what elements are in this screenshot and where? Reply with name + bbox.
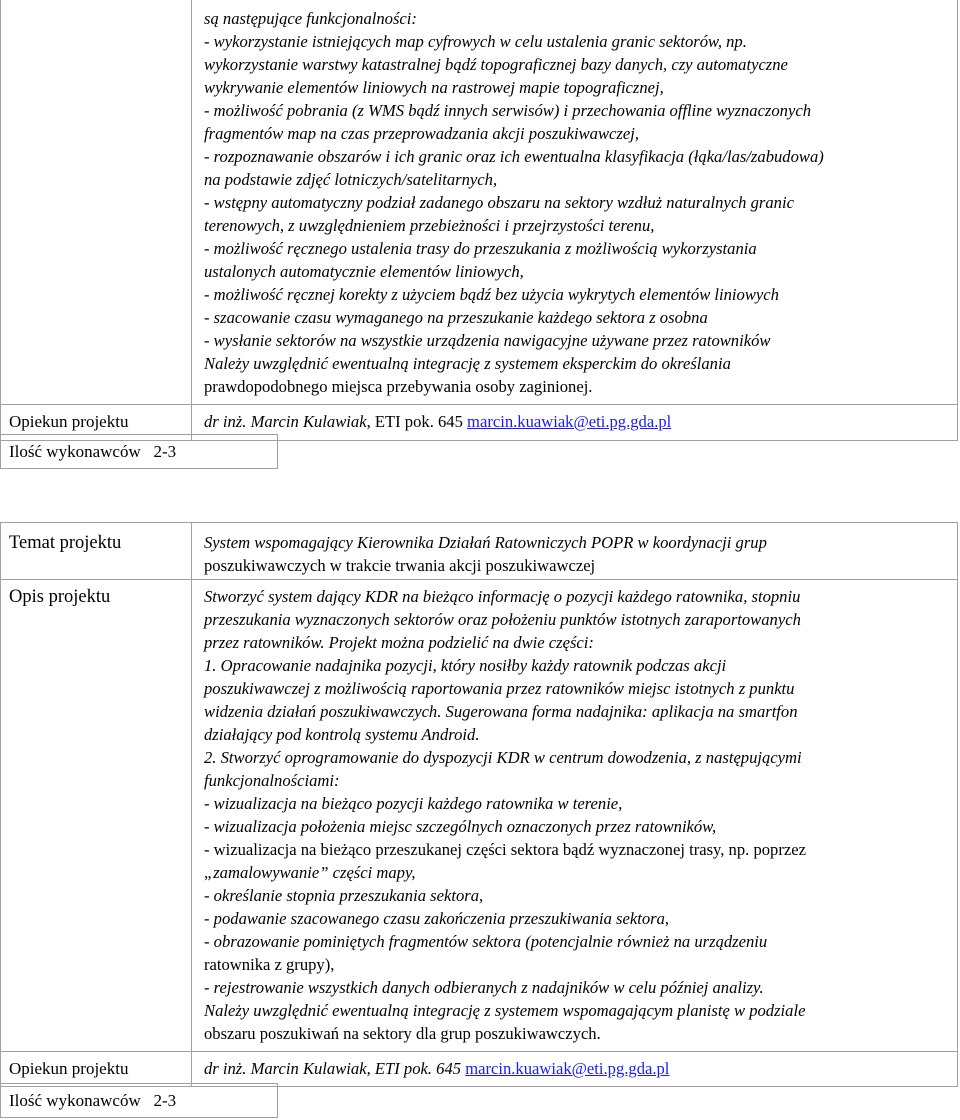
project-description xyxy=(192,0,957,404)
desc-line: są następujące funkcjonalności: xyxy=(204,9,417,28)
desc-line: - wizualizacja na bieżąco pozycji każdego ratownika w terenie, xyxy=(204,794,623,813)
team-line xyxy=(1,1084,277,1112)
description-label-cell xyxy=(1,0,192,405)
team-label: Ilość wykonawców xyxy=(9,1091,141,1110)
desc-line: wykrywanie elementów liniowych na rastrowej mapie topograficznej, xyxy=(204,78,664,97)
desc-line: ustalonych automatycznie elementów liniowych, xyxy=(204,262,524,281)
desc-line: działający pod kontrolą systemu Android. xyxy=(204,725,480,744)
supervisor-label-cell xyxy=(1,1052,192,1087)
supervisor-office: , ETI pok. 645 xyxy=(366,412,468,431)
desc-line: - obrazowanie pominiętych fragmentów sektora (potencjalnie również na urządzeniu xyxy=(204,932,768,951)
topic-value xyxy=(192,523,957,579)
supervisor-name: dr inż. Marcin Kulawiak xyxy=(204,412,367,431)
team-row xyxy=(1,435,278,469)
desc-line: Należy uwzględnić ewentualną integrację z systemem eksperckim do określania xyxy=(204,354,731,373)
team-line xyxy=(1,435,277,463)
topic-line: poszukiwawczych w trakcie trwania akcji poszukiwawczej xyxy=(204,556,596,575)
desc-line: - wizualizacja położenia miejsc szczególnych oznaczonych przez ratowników, xyxy=(204,817,717,836)
desc-line: - podawanie szacowanego czasu zakończenia przeszukiwania sektora, xyxy=(204,909,670,928)
desc-line: Stworzyć system dający KDR na bieżąco informację o pozycji każdego ratownika, stopniu xyxy=(204,587,801,606)
supervisor-email-link[interactable]: marcin.kuawiak@eti.pg.gda.pl xyxy=(467,412,672,431)
desc-line: Należy uwzględnić ewentualną integrację z systemem wspomagającym planistę w podziale xyxy=(204,1001,806,1020)
description-row xyxy=(1,580,958,1052)
project-table-1 xyxy=(0,0,958,441)
topic-row xyxy=(1,523,958,580)
supervisor-label: Opiekun projektu xyxy=(9,412,129,431)
desc-line: - wysłanie sektorów na wszystkie urządzenia nawigacyjne używane przez ratowników xyxy=(204,331,771,350)
desc-line: - wstępny automatyczny podział zadanego obszaru na sektory wzdłuż naturalnych granic xyxy=(204,193,794,212)
desc-line: wykorzystanie warstwy katastralnej bądź topograficznej bazy danych, czy automatyczne xyxy=(204,55,788,74)
desc-line: na podstawie zdjęć lotniczych/satelitarnych, xyxy=(204,170,498,189)
team-label: Ilość wykonawców xyxy=(9,442,141,461)
team-count: 2-3 xyxy=(153,1091,177,1110)
desc-line: - wykorzystanie istniejących map cyfrowych w celu ustalenia granic sektorów, np. xyxy=(204,32,747,51)
project-table-2 xyxy=(0,522,958,1087)
desc-line: 2. Stworzyć oprogramowanie do dyspozycji KDR w centrum dowodzenia, z następującymi xyxy=(204,748,802,767)
desc-line: przez ratowników. Projekt można podzielić na dwie części: xyxy=(204,633,594,652)
project-description xyxy=(192,580,957,1051)
supervisor-value xyxy=(192,1052,957,1080)
team-cell xyxy=(1,435,278,469)
description-label: Opis projektu xyxy=(9,587,111,607)
desc-line: terenowych, z uwzględnieniem przebieżności i przejrzystości terenu, xyxy=(204,216,655,235)
supervisor-label: Opiekun projektu xyxy=(9,1059,129,1078)
desc-line: funkcjonalnościami: xyxy=(204,771,340,790)
supervisor-value-cell xyxy=(192,1052,958,1087)
topic-value-cell xyxy=(192,523,958,580)
desc-line: ratownika z grupy), xyxy=(204,955,335,974)
desc-line: - wizualizacja na bieżąco przeszukanej części sektora bądź wyznaczonej trasy, np. poprzez xyxy=(204,840,806,859)
desc-line: - rozpoznawanie obszarów i ich granic oraz ich ewentualna klasyfikacja (łąka/las/zabudowa) xyxy=(204,147,824,166)
description-label-cell xyxy=(1,580,192,1052)
desc-line: widzenia działań poszukiwawczych. Sugerowana forma nadajnika: aplikacja na smartfon xyxy=(204,702,798,721)
team-table-1 xyxy=(0,434,278,469)
description-row xyxy=(1,0,958,405)
desc-line: fragmentów map na czas przeprowadzania akcji poszukiwawczej, xyxy=(204,124,639,143)
desc-line: - możliwość ręcznej korekty z użyciem bądź bez użycia wykrytych elementów liniowych xyxy=(204,285,779,304)
desc-line: - możliwość pobrania (z WMS bądź innych serwisów) i przechowania offline wyznaczonych xyxy=(204,101,812,120)
topic-label-cell xyxy=(1,523,192,580)
desc-line: - określanie stopnia przeszukania sektora, xyxy=(204,886,484,905)
desc-line: przeszukania wyznaczonych sektorów oraz położeniu punktów istotnych zaraportowanych xyxy=(204,610,801,629)
topic-line: System wspomagający Kierownika Działań Ratowniczych POPR w koordynacji grup xyxy=(204,533,767,552)
desc-line: - możliwość ręcznego ustalenia trasy do przeszukania z możliwością wykorzystania xyxy=(204,239,757,258)
team-cell xyxy=(1,1084,278,1118)
desc-line: 1. Opracowanie nadajnika pozycji, który nosiłby każdy ratownik podczas akcji xyxy=(204,656,727,675)
desc-line: obszaru poszukiwań na sektory dla grup poszukiwawczych. xyxy=(204,1024,601,1043)
desc-line: poszukiwawczej z możliwością raportowania przez ratowników miejsc istotnych z punktu xyxy=(204,679,795,698)
desc-line: - rejestrowanie wszystkich danych odbieranych z nadajników w celu później analizy. xyxy=(204,978,764,997)
desc-line: - szacowanie czasu wymaganego na przeszukanie każdego sektora z osobna xyxy=(204,308,708,327)
supervisor-email-link[interactable]: marcin.kuawiak@eti.pg.gda.pl xyxy=(465,1059,670,1078)
supervisor-value-cell xyxy=(192,405,958,441)
team-count: 2-3 xyxy=(153,442,177,461)
description-value-cell xyxy=(192,580,958,1052)
supervisor-name: dr inż. Marcin Kulawiak xyxy=(204,1059,367,1078)
team-table-2 xyxy=(0,1083,278,1118)
supervisor-row xyxy=(1,1052,958,1087)
supervisor-office: , ETI pok. 645 xyxy=(366,1059,466,1078)
description-value-cell xyxy=(192,0,958,405)
desc-line: „zamalowywanie” części mapy, xyxy=(204,863,416,882)
topic-label: Temat projektu xyxy=(9,533,122,553)
desc-line: prawdopodobnego miejsca przebywania osoby zaginionej. xyxy=(204,377,593,396)
team-row xyxy=(1,1084,278,1118)
supervisor-value xyxy=(192,405,957,433)
